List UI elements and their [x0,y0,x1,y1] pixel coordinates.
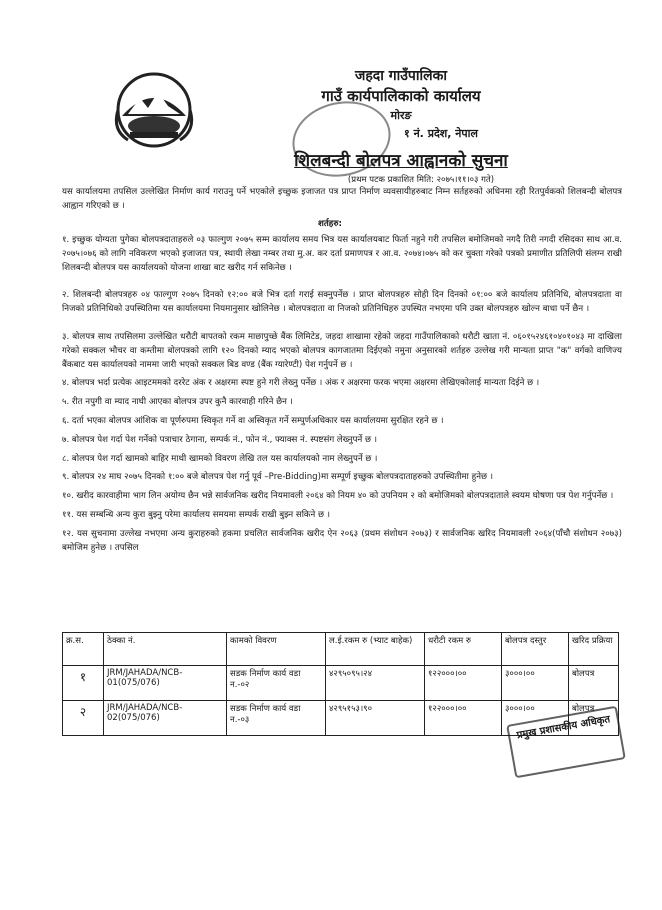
condition-item: १२. यस सुचनामा उल्लेख नभएमा अन्य कुराहरुको हकमा प्रचलित सार्वजनिक खरीद ऐन २०६३ (प्रथम संशोधन २०७३) र सार्वजनिक खरिद नियमावली २०६४(पाँचौ संशोधन २०७३) बमोजिम हुनेछ । तपसिल [62,528,622,553]
condition-item: ३. बोलपत्र साथ तपसिलमा उल्लेखित धरौटी बापतको रकम माछापुच्छे बैंक लिमिटेड, जहदा शाखामा रहेको जहदा गाउँपालिकाको धरौटी खाता नं. ०६०१५२४६१०४०१०४३ मा दाखिला गरेको सक्कल भौचर वा कम्तीमा बोलपत्रको लागि १२० दिनको म्याद भएको बोलपत्र कागजातमा दिईएको नमुना अनुसारको शर्तहरु उल्लेख गरी मान्यता प्राप्त "क" वर्गको वाणिज्य बैंकबाट यस कार्यालयको नाममा जारी भएको सक्कल बिड वण्ड (बैंक ग्यारेण्टी) पेश गर्नुपर्ने छ । [62,331,622,370]
cell-description: सडक निर्माण कार्य वडा न.-०३ [227,701,326,736]
publication-date: (प्रथम पटक प्रकाशित मिति: २०७५।११।०३ गते) [347,175,495,185]
cell-sn: २ [63,701,104,736]
intro-paragraph: यस कार्यालयमा तपसिल उल्लेखित निर्माण कार्य गराउनु पर्ने भएकोले इच्छुक इजाजत पत्र प्राप्त निर्माण व्यवसायीहरुबाट निम्न सर्तहरुको अधिनमा रही रितपुर्वकको शिलबन्दी बोलपत्र आह्वान गरिएको छ । [62,187,622,211]
condition-item: ९. बोलपत्र २४ माघ २०७५ दिनको १:०० बजे बोलपत्र पेश गर्नु पूर्व –Pre-Bidding)मा सम्पूर्ण इच्छुक बोलपत्रदाताहरुको उपस्थितीमा हुनेछ । [62,472,493,483]
district-name: मोरङ [390,109,412,122]
office-stamp [285,93,397,186]
condition-item: ८. बोलपत्र पेश गर्दा खामको बाहिर माथी खामको विवरण लेखि तल यस कार्यालयको नाम लेख्नुपर्ने छ । [62,453,378,464]
col-header-bid-fee: बोलपत्र दस्तुर [502,633,569,666]
province-name: १ नं. प्रदेश, नेपाल [404,127,478,140]
col-header-estimate: ल.ई.रकम रु (भ्याट बाहेक) [326,633,425,666]
col-header-description: कामको विवरण [227,633,326,666]
condition-item: २. शिलबन्दी बोलपत्रहरु ०४ फाल्गुण २०७५ दिनको १२:०० बजे भित्र दर्ता गराई सक्नुपर्नेछ । प्राप्त बोलपत्रहरु सोही दिन दिनको ०१:०० बजे कार्यालय प्रतिनिधि, बोलपत्रदाता वा निजको प्रतिनिधिको उपस्थितिमा यस कार्यालयमा नियमानुसार खोलिनेछ । बोलपत्रदाता वा निजको प्रतिनिधिहरु उपस्थित नभएमा पनि उक्त बोलपत्रहरु खोल्न बाधा पर्ने छैन । [62,290,622,315]
notice-title: शिलबन्दी बोलपत्र आह्वानको सुचना [294,151,508,171]
col-header-deposit: धरौटी रकम रु [425,633,502,666]
condition-item: ४. बोलपत्र भर्दा प्रत्येक आइटममको दररेट अंक र अक्षरमा स्पष्ट हुने गरी लेख्नु पर्नेछ । अंक र अक्षरमा फरक भएमा अक्षरमा लेखिएकोलाई मान्यता दिईने छ । [62,378,540,389]
col-header-sn: क्र.स. [63,633,104,666]
cell-deposit: १२२०००।०० [425,666,502,701]
municipality-name: जहदा गाउँपालिका [354,68,447,84]
cell-procurement: बोलपत्र [569,666,619,701]
condition-item: ११. यस सम्बन्धि अन्य कुरा बुझ्नु परेमा कार्यालय समयमा सम्पर्क राखी बुझ्न सकिने छ । [62,509,331,520]
cell-contract-no: JRM/JAHADA/NCB-02(075/076) [104,701,227,736]
cell-procurement: बोलपत्र [569,701,619,736]
cell-deposit: १२२०००।०० [425,701,502,736]
condition-item: १०. खरीद कारवाहीमा भाग लिन अयोग्य छैन भन्ने सार्वजनिक खरीद नियमावली २०६४ को नियम ४० को उपनियम २ को बमोजिमको बोलपत्रदाताले स्वयम घोषणा पत्र पेश गर्नुपर्नेछ । [62,491,614,502]
office-name: गाउँ कार्यपालिकाको कार्यालय [321,87,481,105]
condition-item: ७. बोलपत्र पेश गर्दा पेश गर्नेको पत्राचार ठेगाना, सम्पर्क नं., फोन नं., फ्याक्स नं. स्पष्टसंग लेख्नुपर्ने छ । [62,434,377,445]
conditions-list [62,234,622,560]
cell-estimate: ४२९५१५३।९० [326,701,425,736]
cell-bid-fee: ३०००।०० [502,666,569,701]
condition-item: ६. दर्ता भएका बोलपत्र आंशिक वा पूर्णरुपमा स्विकृत गर्ने वा अस्विकृत गर्ने सम्पुर्णअधिकार यस कार्यालयमा सुरक्षित रहने छ । [62,415,444,426]
signature-stamp: प्रमुख प्रशासकीय अधिकृत [506,706,626,779]
table-row [63,666,619,701]
condition-item: ५. रीत नपुगी वा म्याद नाघी आएका बोलपत्र उपर कुनै कारवाही गरिने छैन । [62,397,293,408]
col-header-procurement: खरिद प्रक्रिया [569,633,619,666]
col-header-contract-no: ठेक्का नं. [104,633,227,666]
cell-description: सडक निर्माण कार्य वडा न.-०२ [227,666,326,701]
conditions-heading: शर्तहरु: [318,219,342,229]
cell-contract-no: JRM/JAHADA/NCB-01(075/076) [104,666,227,701]
condition-item: १. इच्छुक योग्यता पुगेका बोलपत्रदाताहरुले ०३ फाल्गुण २०७५ सम्म कार्यालय समय भित्र यस कार्यालयबाट फिर्ता नहुने गरी तपसिल बमोजिमको नगदै तिरी नगदी रसिदका साथ आ.व. २०७५।०७६ को लागि नविकरण भएको इजाजत पत्र, स्थायी लेखा नम्बर तथा मु.अ. कर दर्ता प्रमाणपत्र र आ.व. २०७४।०७५ को कर चुक्ता गरेको पत्रको प्रमाणीत प्रतिलिपी संलग्न राखी शिलबन्दी बोलपत्र यस कार्यालयको योजना शाखा बाट खरीद गर्न सकिनेछ । [62,235,622,273]
table-header-row [63,633,619,666]
cell-estimate: ४२९५०९५।२४ [326,666,425,701]
cell-sn: १ [63,666,104,701]
cell-bid-fee: ३०००।०० [502,701,569,736]
